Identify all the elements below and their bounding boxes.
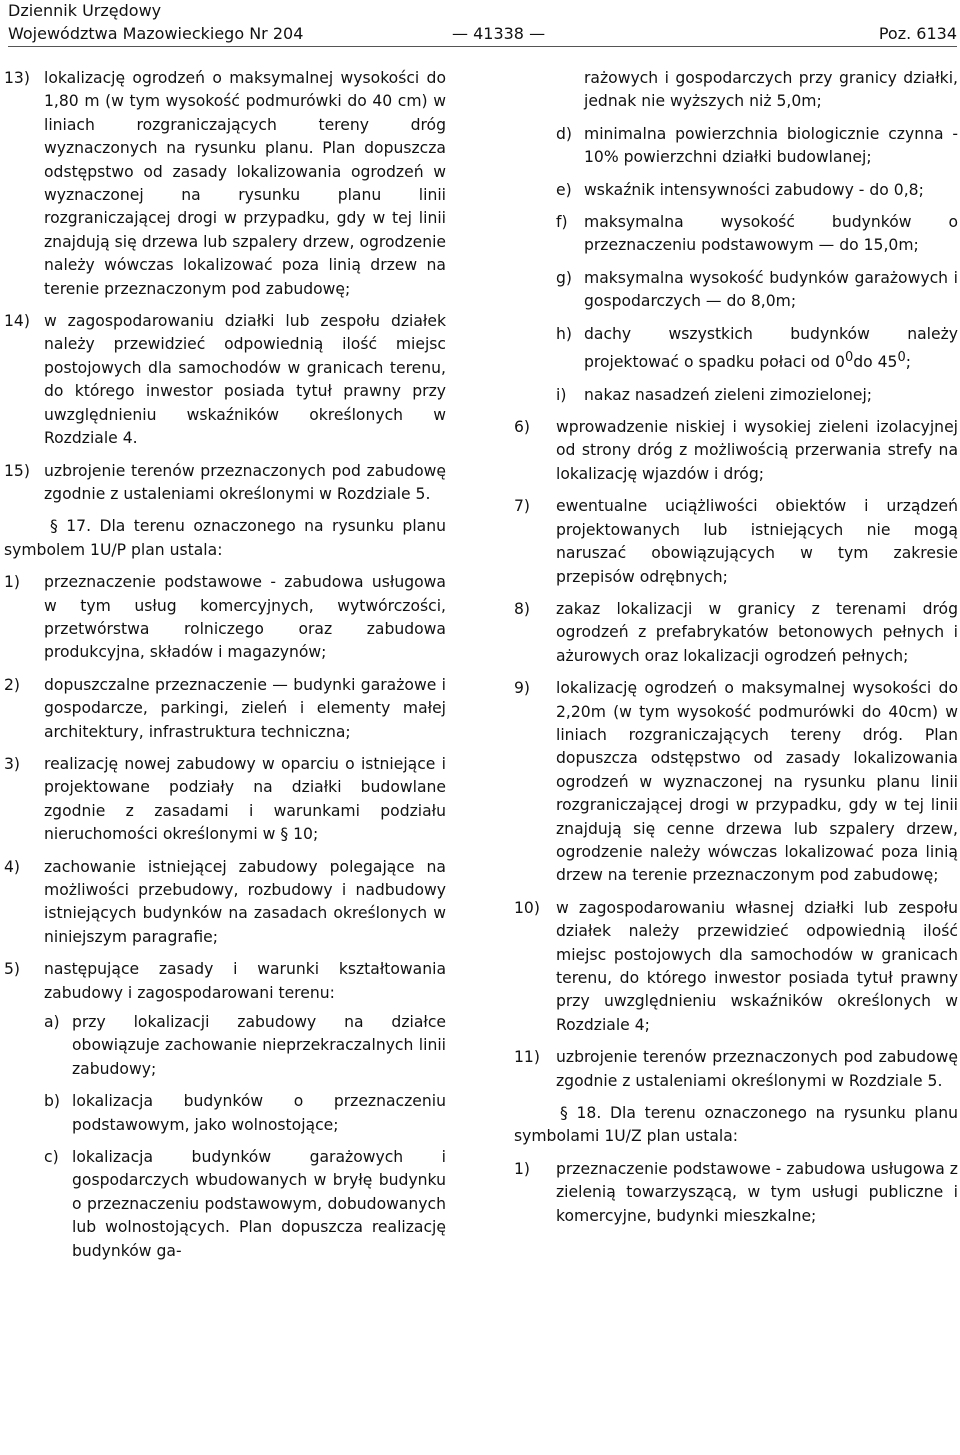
sublist-item: [556, 267, 958, 314]
item-text: lokalizację ogrodzeń o maksymalnej wysokości do 2,20m (w tym wysokość podmurówki do 40cm) w liniach rozgraniczających tereny dróg. Plan dopuszcza odstępstwo od zasady lokalizowania ogrodzeń w wyznaczonej na rysunku planu linii rozgraniczającej drogi w przypadku, gdy w tej linii znajdują się cenne drzewa lub szpalery drzew, ogrodzenie należy wówczas lokalizować poza linią drzew na terenie przeznaczonym pod zabudowę;: [556, 679, 958, 885]
right-column: [514, 67, 958, 1237]
sublist-item: [556, 323, 958, 375]
list-item: [514, 897, 958, 1037]
item-text: ewentualne uciążliwości obiektów i urządzeń projektowanych lub istniejących nie mogą naruszać obowiązujących w tym zakresie przepisów odrębnych;: [556, 497, 958, 586]
sublist-item: [556, 67, 958, 114]
sublist-item: [556, 384, 958, 407]
item-text: lokalizację ogrodzeń o maksymalnej wysokości do 1,80 m (w tym wysokość podmurówki do 40 cm) w liniach rozgraniczających tereny dróg wyznaczonych na rysunku planu. Plan dopuszcza odstępstwo od zasady lokalizowania ogrodzeń w wyznaczonej na rysunku planu linii rozgraniczającej drogi w przypadku, gdy w tej linii znajdują się drzewa lub szpalery drzew, ogrodzenie należy wówczas lokalizować poza linią drzew na terenie przeznaczonym pod zabudowę;: [44, 69, 446, 298]
item-number: 4): [4, 857, 21, 876]
sub-letter: e): [556, 180, 572, 199]
sub-letter: c): [44, 1148, 59, 1167]
sub-text: maksymalna wysokość budynków o przeznaczeniu podstawowym — do 15,0m;: [584, 213, 958, 255]
sublist-item: [556, 179, 958, 202]
sub-text: minimalna powierzchnia biologicznie czynna - 10% powierzchni działki budowlanej;: [584, 124, 958, 167]
list-item: [514, 598, 958, 668]
sublist-item: [556, 123, 958, 170]
sub-text: wskaźnik intensywności zabudowy - do 0,8;: [584, 180, 924, 199]
item-number: 3): [4, 754, 21, 773]
sub-letter: f): [556, 213, 568, 232]
list-item: [4, 460, 446, 507]
list-item: [4, 958, 446, 1005]
sub-text: dachy wszystkich budynków należy projektować o spadku połaci od $0^0do$ $45^0$;: [584, 324, 958, 372]
item-number: 11): [514, 1048, 540, 1067]
list-item: [514, 495, 958, 589]
item-text: zakaz lokalizacji w granicy z terenami dróg ogrodzeń z prefabrykatów betonowych pełnych i ażurowych oraz lokalizacji ogrodzeń pełnych;: [556, 599, 958, 665]
sub-letter: a): [44, 1013, 60, 1032]
section-17-intro: § 17. Dla terenu oznaczonego na rysunku planu symbolem 1U/P plan ustala:: [4, 517, 446, 559]
item-number: 1): [4, 573, 21, 592]
item-text: przeznaczenie podstawowe - zabudowa usługowa w tym usług komercyjnych, wytwórczości, przetwórstwa rolniczego oraz zabudowa produkcyjna, składów i magazynów;: [44, 573, 446, 662]
item-text: następujące zasady i warunki kształtowania zabudowy i zagospodarowani terenu:: [44, 960, 446, 1002]
item-number: 5): [4, 960, 21, 979]
sub-text: lokalizacja budynków o przeznaczeniu podstawowym, jako wolnostojące;: [72, 1092, 446, 1134]
position-number: Poz. 6134: [878, 24, 957, 43]
sublist: [44, 1011, 446, 1263]
page-header: [8, 0, 957, 47]
list-item: [514, 416, 958, 486]
item-text: realizację nowej zabudowy w oparciu o istniejące i projektowane podziały na działki budowlane zgodnie z zasadami i warunkami podziału nieruchomości określonymi w § 10;: [44, 754, 446, 844]
item-text: przeznaczenie podstawowe - zabudowa usługowa z zielenią towarzyszącą, w tym usługi publiczne i komercyjne, budynki mieszkalne;: [556, 1159, 958, 1225]
sub-text-continued: rażowych i gospodarczych przy granicy działki, jednak nie wyższych niż 5,0m;: [584, 69, 958, 111]
sublist-item: [44, 1011, 446, 1081]
item-number: 10): [514, 898, 540, 917]
item-text: uzbrojenie terenów przeznaczonych pod zabudowę zgodnie z ustaleniami określonymi w Rozdziale 5.: [44, 461, 446, 503]
item-number: 6): [514, 418, 531, 437]
list-item: [514, 677, 958, 888]
item-text: zachowanie istniejącej zabudowy polegające na możliwości przebudowy, rozbudowy i nadbudowy istniejących budynków na zasadach określonych w niniejszym paragrafie;: [44, 857, 446, 946]
item-number: 2): [4, 675, 21, 694]
item-number: 15): [4, 461, 30, 480]
list-item: [4, 571, 446, 665]
list-item: [4, 753, 446, 847]
item-text: wprowadzenie niskiej i wysokiej zieleni izolacyjnej od strony dróg z możliwością przerwania strefy na lokalizację wjazdów i dróg;: [556, 418, 958, 483]
sub-letter: g): [556, 268, 572, 287]
sublist-continued: [556, 67, 958, 407]
item-number: 13): [4, 69, 30, 87]
journal-title: Dziennik Urzędowy: [8, 1, 162, 20]
sublist-item: [44, 1090, 446, 1137]
item-text: uzbrojenie terenów przeznaczonych pod zabudowę zgodnie z ustaleniami określonymi w Rozdziale 5.: [556, 1048, 958, 1090]
item-number: 8): [514, 599, 531, 618]
list-item: [4, 67, 446, 301]
list-item: [4, 310, 446, 450]
item-text: w zagospodarowaniu działki lub zespołu działek należy przewidzieć odpowiednią ilość miejsc postojowych dla samochodów w granicach terenu, do którego inwestor posiada tytuł prawny przy uwzględnieniu wskaźników określonych w Rozdziale 4.: [44, 312, 446, 448]
sub-text: maksymalna wysokość budynków garażowych i gospodarczych — do 8,0m;: [584, 268, 958, 311]
left-column: [4, 67, 446, 1272]
page-number: — 41338 —: [452, 24, 546, 43]
item-number: 14): [4, 312, 30, 331]
item-number: 1): [514, 1159, 531, 1178]
sub-letter: h): [556, 324, 572, 343]
item-number: 9): [514, 679, 531, 698]
sub-letter: i): [556, 385, 567, 404]
list-item: [4, 856, 446, 950]
sub-text: lokalizacja budynków garażowych i gospodarczych wbudowanych w bryłę budynku o przeznaczeniu podstawowym, dobudowanych lub wolnostojących. Plan dopuszcza realizację budynków ga-: [72, 1148, 446, 1260]
sub-letter: b): [44, 1092, 60, 1111]
sub-text: nakaz nasadzeń zieleni zimozielonej;: [584, 385, 873, 404]
sublist-item: [556, 211, 958, 258]
journal-issue: Województwa Mazowieckiego Nr 204: [8, 24, 304, 43]
sub-letter: d): [556, 124, 572, 143]
section-18-intro: § 18. Dla terenu oznaczonego na rysunku planu symbolami 1U/Z plan ustala:: [514, 1104, 958, 1146]
item-text: w zagospodarowaniu własnej działki lub zespołu działek należy przewidzieć odpowiednią ilość miejsc postojowych dla samochodów w granicach terenu, do którego inwestor posiada tytuł prawny przy uwzględnieniu wskaźników określonych w Rozdziale 4;: [556, 898, 958, 1034]
list-item: [514, 1046, 958, 1093]
list-item: [4, 674, 446, 744]
sub-text: przy lokalizacji zabudowy na działce obowiązuje zachowanie nieprzekraczalnych linii zabudowy;: [72, 1013, 446, 1078]
item-number: 7): [514, 497, 531, 516]
list-item: [514, 1158, 958, 1228]
sublist-item: [44, 1146, 446, 1263]
item-text: dopuszczalne przeznaczenie — budynki garażowe i gospodarcze, parkingi, zieleń i elementy małej architektury, infrastruktura techniczna;: [44, 675, 446, 741]
